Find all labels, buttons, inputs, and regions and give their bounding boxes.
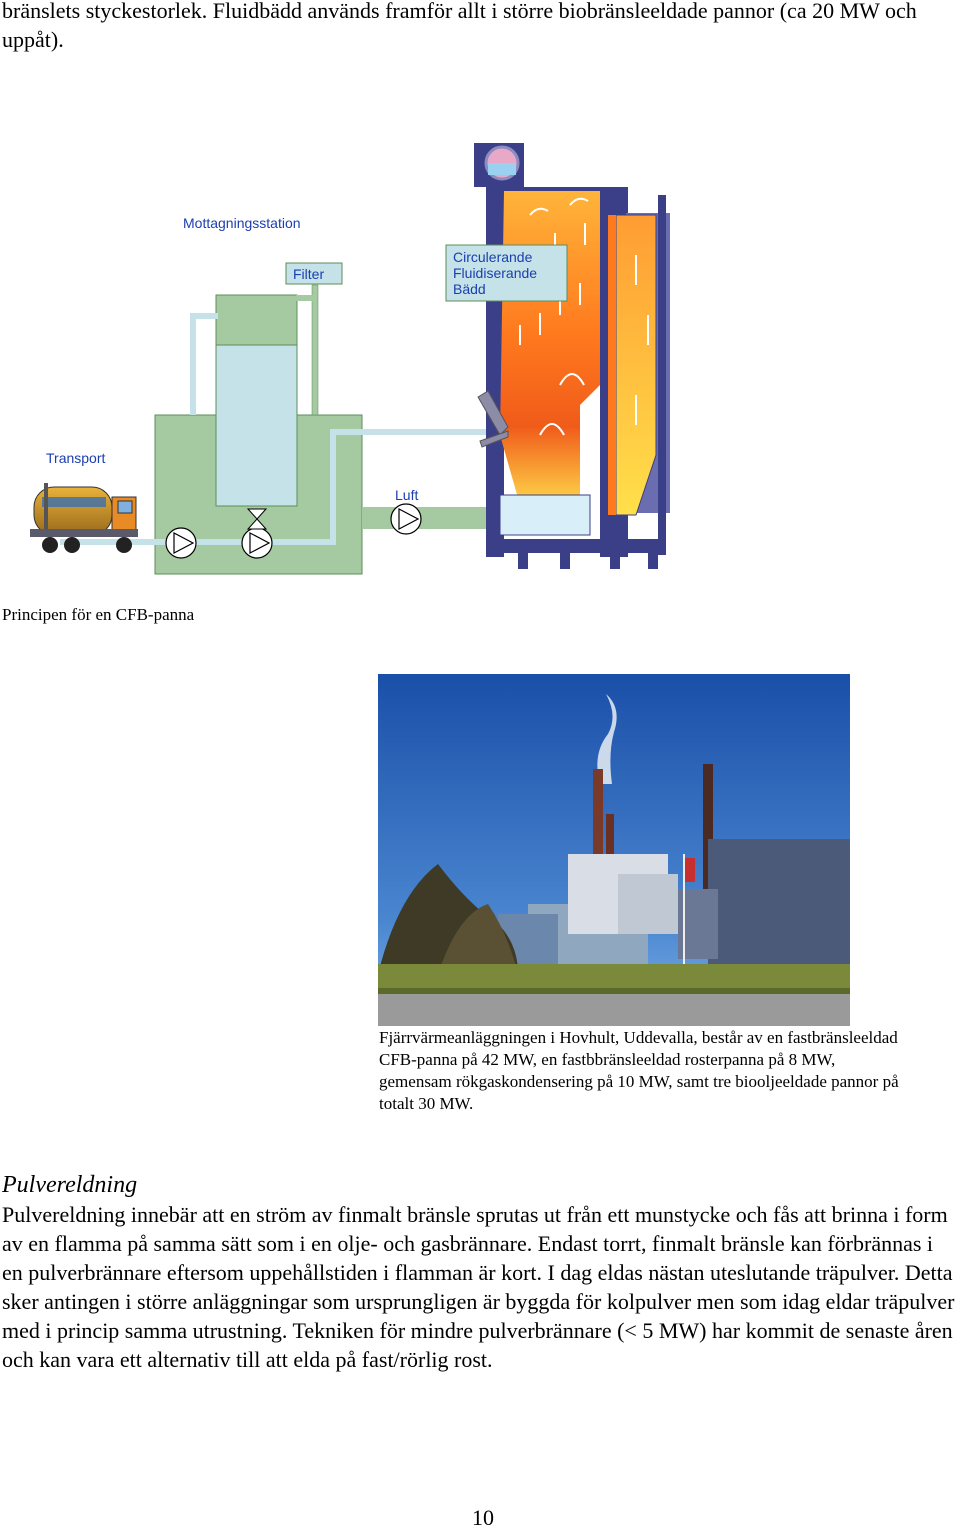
page-number: 10 [472,1505,494,1530]
air-fan-icon [391,504,421,534]
label-filter: Filter [293,266,325,282]
pump-icon [242,528,272,558]
pump-icon [166,528,196,558]
label-mottagningsstation: Mottagningsstation [183,215,301,231]
label-cfb-line1: Circulerande [453,249,533,265]
label-cfb-line3: Bädd [453,281,486,297]
label-cfb-line2: Fluidiserande [453,265,538,281]
figure-caption: Principen för en CFB-panna [2,605,195,624]
photo-caption: Fjärrvärmeanläggningen i Hovhult, Uddevalla, består av en fastbränsleeldad CFB-panna på 42 MW, en fastbbränsleeldad rosterpanna på 8 MW, gemensam rökgaskondensering på 10 MW, samt tre biooljeeldade pannor på totalt 30 MW. [379,1028,899,1113]
section-body: Pulvereldning innebär att en ström av finmalt bränsle sprutas ut från ett munstycke och fås att brinna i form av en flamma på samma sätt som i en olje- och gasbrännare. Endast torrt, finmalt bränsle kan förbrännas i en pulverbrännare eftersom uppehållstiden i flamman är kort. I dag eldas nästan uteslutande träpulver. Detta sker antingen i större anläggningar som ursprungligen är byggda för kolpulver men som idag eldar träpulver med i princip samma utrustning. Tekniken för mindre pulverbrännare (< 5 MW) har kommit de senaste åren och kan vara ett alternativ till att elda på fast/rörlig rost. [2,1202,955,1372]
plant-photo [378,674,850,1026]
cfb-boiler [474,143,670,569]
label-transport: Transport [46,450,106,466]
label-luft: Luft [395,487,419,503]
cfb-principle-diagram [0,135,700,580]
section-heading: Pulvereldning [2,1172,138,1198]
intro-paragraph: bränslets styckestorlek. Fluidbädd används framför allt i större biobränsleeldade pannor (ca 20 MW och uppåt). [2,0,917,52]
